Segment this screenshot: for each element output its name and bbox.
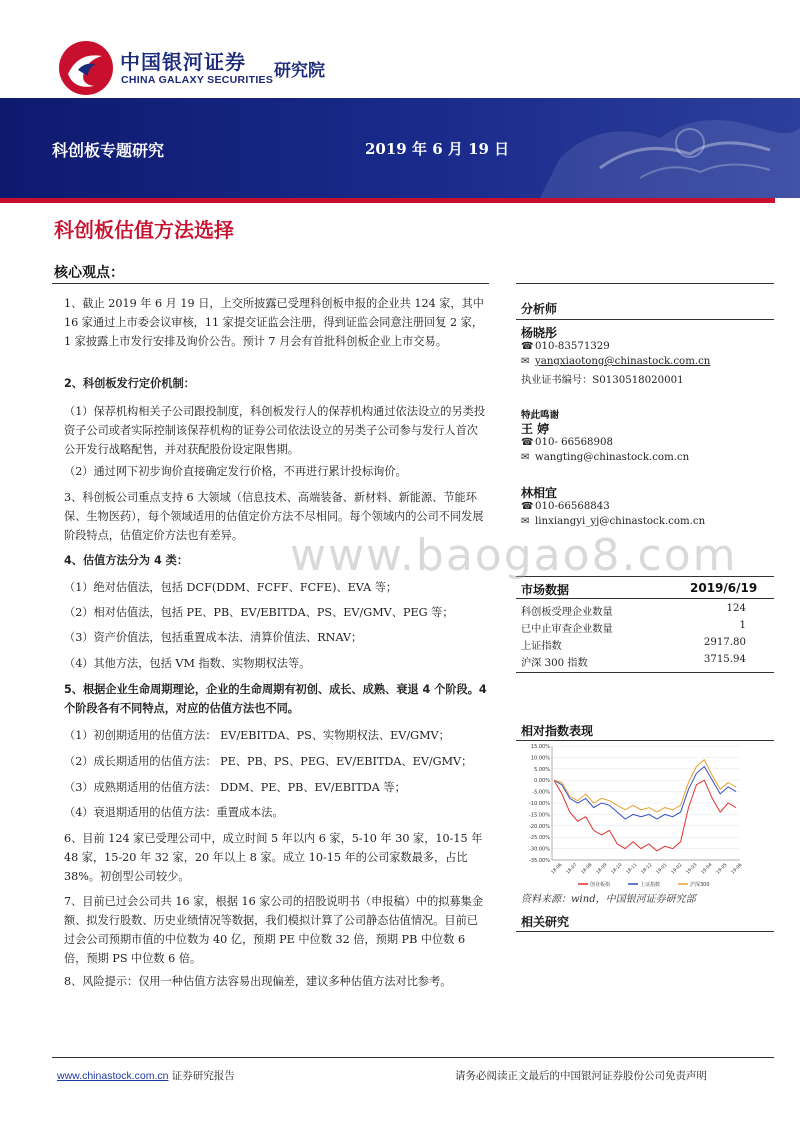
series-line bbox=[554, 767, 736, 820]
footer-disclaimer: 请务必阅读正文最后的中国银河证券股份公司免责声明 bbox=[455, 1070, 707, 1082]
market-row: 沪深 300 指数 3715.94 bbox=[521, 654, 746, 669]
related-heading: 相关研究 bbox=[521, 915, 570, 929]
phone-icon: ☎ bbox=[521, 341, 534, 352]
footer-link[interactable]: www.chinastock.com.cn bbox=[57, 1070, 169, 1082]
x-tick-label: 18-12 bbox=[640, 862, 654, 876]
point-3: 3、科创板公司重点支持 6 大领域（信息技术、高端装备、新材料、新能源、节能环保、生物医药），每个领域适用的估值定价方法不尽相同。每个领域内的公司不同发展阶段特点，估值定价方法也有差异。 bbox=[64, 491, 484, 542]
banner-accent-line bbox=[0, 198, 775, 203]
point-4a: （1）绝对估值法，包括 DCF(DDM、FCFF、FCFE)、EVA 等； bbox=[64, 581, 398, 594]
analyst-name: 王 婷 bbox=[521, 422, 550, 436]
y-tick-label: 15.00% bbox=[530, 744, 550, 750]
footer-left: www.chinastock.com.cn 证券研究报告 bbox=[57, 1070, 235, 1082]
point-2: 2、科创板发行定价机制： bbox=[64, 377, 195, 390]
thanks-label: 特此鸣谢 bbox=[521, 410, 560, 421]
market-date: 2019/6/19 bbox=[690, 581, 758, 595]
x-tick-label: 18-10 bbox=[610, 862, 624, 876]
report-category: 科创板专题研究 bbox=[52, 141, 165, 160]
point-4c: （3）资产价值法，包括重置成本法、清算价值法、RNAV； bbox=[64, 631, 363, 644]
analyst-phone: ☎ 010- 66568908 bbox=[521, 437, 613, 448]
x-tick-label: 18-09 bbox=[595, 862, 609, 876]
series-line bbox=[554, 760, 736, 812]
divider bbox=[516, 283, 774, 284]
legend-label: 上证指数 bbox=[640, 882, 661, 888]
galaxy-logo-icon bbox=[58, 40, 114, 96]
point-5: 5、根据企业生命周期理论，企业的生命周期有初创、成长、成熟、衰退 4 个阶段。4 个阶段各有不同特点，对应的估值方法也不同。 bbox=[64, 683, 487, 715]
divider bbox=[516, 931, 774, 932]
point-2a: （1）保荐机构相关子公司跟投制度，科创板发行人的保荐机构通过依法设立的另类投资子公司或者实际控制该保荐机构的证券公司依法设立的另类子公司参与发行人首次公开发行战略配售，并对获配股份设定限售期。 bbox=[64, 405, 486, 456]
point-8: 8、风险提示：仅用一种估值方法容易出现偏差，建议多种估值方法对比参考。 bbox=[64, 975, 452, 988]
x-tick-label: 18-11 bbox=[625, 862, 639, 876]
x-tick-label: 19-02 bbox=[670, 862, 684, 876]
mail-icon: ✉ bbox=[521, 516, 530, 527]
chart-source: 资料来源：wind，中国银河证券研究部 bbox=[521, 894, 696, 905]
market-heading: 市场数据 bbox=[521, 583, 570, 597]
point-1: 1、截止 2019 年 6 月 19 日，上交所披露已受理科创板申报的企业共 124 家，其中 16 家通过上市委会议审核，11 家提交证监会注册，得到证监会同意注册回复 2 家，1 家披露上市发行安排及询价公告。预计 7 月会有首批科创板企业上市交易。 bbox=[64, 297, 484, 348]
divider bbox=[516, 319, 774, 320]
brand-subtitle: 研究院 bbox=[274, 61, 325, 81]
market-row: 科创板受理企业数量 124 bbox=[521, 603, 746, 618]
y-tick-label: -35.00% bbox=[529, 858, 550, 864]
analyst-cert: 执业证书编号：S0130518020001 bbox=[521, 375, 684, 386]
point-6: 6、目前 124 家已受理公司中，成立时间 5 年以内 6 家，5-10 年 30 家，10-15 年 48 家，15-20 年 32 家，20 年以上 8 家。成立 10-15 年的公司家数最多，占比 38%。初创型公司较少。 bbox=[64, 832, 483, 883]
x-tick-label: 19-05 bbox=[715, 862, 729, 876]
y-tick-label: -5.00% bbox=[532, 789, 550, 796]
x-tick-label: 18-07 bbox=[565, 862, 579, 876]
x-tick-label: 18-06 bbox=[550, 862, 564, 876]
point-4b: （2）相对估值法，包括 PE、PB、EV/EBITDA、PS、EV/GMV、PEG 等； bbox=[64, 606, 454, 619]
mail-icon: ✉ bbox=[521, 356, 530, 367]
y-tick-label: 10.00% bbox=[530, 755, 550, 762]
analyst-name: 杨晓彤 bbox=[521, 326, 558, 340]
watermark: www.baogao8.com bbox=[290, 530, 738, 581]
divider bbox=[516, 598, 774, 599]
market-row: 已中止审查企业数量 1 bbox=[521, 620, 746, 635]
point-5a: （1）初创期适用的估值方法： EV/EBITDA、PS、实物期权法、EV/GMV； bbox=[64, 729, 450, 742]
legend-label: 沪深300 bbox=[690, 882, 710, 888]
y-tick-label: -30.00% bbox=[529, 846, 550, 853]
y-tick-label: -25.00% bbox=[529, 835, 550, 842]
page-title: 科创板估值方法选择 bbox=[54, 218, 234, 242]
point-4d: （4）其他方法，包括 VM 指数、实物期权法等。 bbox=[64, 657, 311, 670]
report-date: 2019 年 6 月 19 日 bbox=[365, 140, 510, 158]
divider bbox=[516, 740, 774, 741]
legend-label: 创业板指 bbox=[590, 882, 611, 888]
x-tick-label: 19-04 bbox=[700, 862, 714, 876]
x-tick-label: 18-08 bbox=[580, 862, 594, 876]
analyst-email[interactable]: ✉ yangxiaotong@chinastock.com.cn bbox=[521, 356, 711, 367]
chart-heading: 相对指数表现 bbox=[521, 724, 594, 738]
relative-index-chart bbox=[518, 742, 746, 890]
brand-name-cn: 中国银河证券 bbox=[120, 50, 246, 74]
mail-icon: ✉ bbox=[521, 452, 530, 463]
y-tick-label: -20.00% bbox=[529, 823, 550, 830]
analyst-name: 林相宜 bbox=[521, 486, 558, 500]
y-tick-label: 0.00% bbox=[534, 778, 550, 785]
phone-icon: ☎ bbox=[521, 501, 534, 512]
analyst-phone: ☎ 010-83571329 bbox=[521, 341, 610, 352]
point-5b: （2）成长期适用的估值方法： PE、PB、PS、PEG、EV/EBITDA、EV/GMV； bbox=[64, 755, 473, 768]
core-heading: 核心观点： bbox=[54, 265, 124, 281]
x-tick-label: 19-01 bbox=[655, 862, 669, 876]
point-5c: （3）成熟期适用的估值方法： DDM、PE、PB、EV/EBITDA 等； bbox=[64, 781, 406, 794]
analyst-email[interactable]: ✉ linxiangyi_yj@chinastock.com.cn bbox=[521, 516, 706, 527]
brand-name-en: CHINA GALAXY SECURITIES bbox=[121, 74, 274, 86]
point-4: 4、估值方法分为 4 类： bbox=[64, 554, 189, 567]
analyst-email[interactable]: ✉ wangting@chinastock.com.cn bbox=[521, 452, 690, 463]
point-5d: （4）衰退期适用的估值方法：重置成本法。 bbox=[64, 806, 284, 819]
divider bbox=[516, 672, 774, 673]
footer-divider bbox=[52, 1057, 774, 1058]
phone-icon: ☎ bbox=[521, 437, 534, 448]
y-tick-label: 5.00% bbox=[534, 766, 550, 773]
point-7: 7、目前已过会公司共 16 家，根据 16 家公司的招股说明书（申报稿）中的拟募集金额、拟发行股数、历史业绩情况等数据，我们模拟计算了公司静态估值情况。目前已过会公司预期市值的中位数为 40 亿，预期 PE 中位数 32 倍，预期 PB 中位数 6 倍，预期 PS 中位数 6 倍。 bbox=[64, 895, 484, 965]
y-tick-label: -10.00% bbox=[529, 801, 550, 807]
point-2b: （2）通过网下初步询价直接确定发行价格，不再进行累计投标询价。 bbox=[64, 465, 407, 478]
x-tick-label: 19-03 bbox=[685, 862, 699, 876]
x-tick-label: 19-06 bbox=[730, 862, 744, 876]
y-tick-label: -15.00% bbox=[529, 812, 550, 819]
analyst-heading: 分析师 bbox=[521, 302, 558, 316]
analyst-phone: ☎ 010-66568843 bbox=[521, 501, 610, 512]
divider bbox=[52, 283, 489, 284]
market-row: 上证指数 2917.80 bbox=[521, 637, 746, 652]
